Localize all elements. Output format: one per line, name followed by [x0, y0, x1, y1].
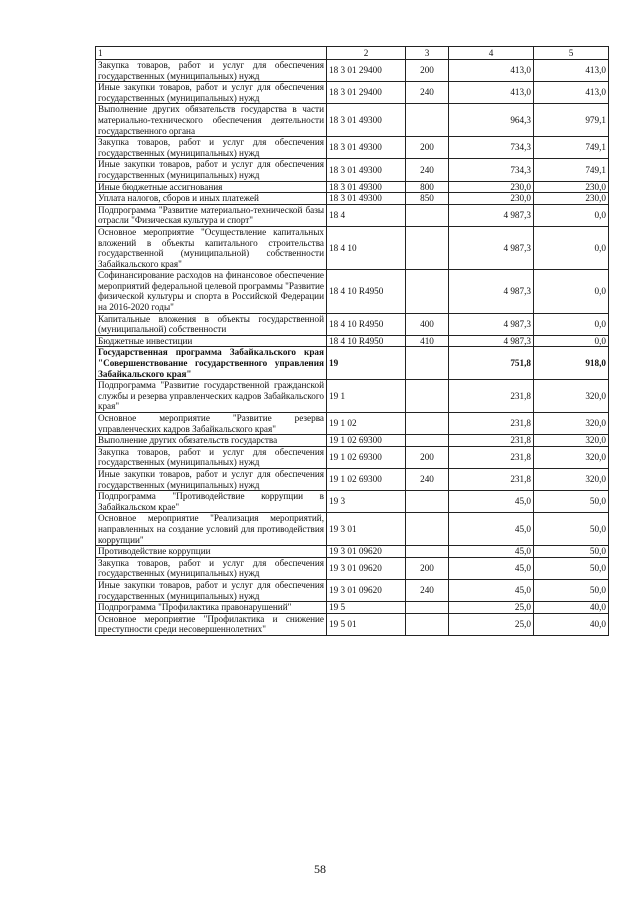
table-row: [96, 313, 609, 335]
row-name: Подпрограмма "Профилактика правонарушений": [96, 602, 327, 614]
row-name: Государственная программа Забайкальского края "Совершенствование государственного управления Забайкальского края": [96, 347, 327, 380]
table-row: [96, 613, 609, 635]
table-row: [96, 270, 609, 313]
row-name: Софинансирование расходов на финансовое обеспечение мероприятий федеральной целевой программы "Развитие физической культуры и спорта в Российской Федерации на 2016-2020 годы": [96, 270, 327, 313]
column-number-4: 4: [449, 47, 534, 60]
row-amount-col4: 751,8: [449, 347, 534, 380]
row-name: Основное мероприятие "Реализация мероприятий, направленных на создание условий для противодействия коррупции": [96, 513, 327, 546]
row-amount-col4: 4 987,3: [449, 335, 534, 347]
row-amount-col5: 320,0: [534, 380, 609, 413]
row-amount-col5: 50,0: [534, 546, 609, 558]
row-expense-type: [406, 413, 449, 435]
row-name: Закупка товаров, работ и услуг для обеспечения государственных (муниципальных) нужд: [96, 557, 327, 579]
row-amount-col4: 230,0: [449, 193, 534, 205]
row-amount-col5: 320,0: [534, 413, 609, 435]
row-expense-type: [406, 513, 449, 546]
row-name: Иные закупки товаров, работ и услуг для обеспечения государственных (муниципальных) нужд: [96, 82, 327, 104]
column-number-5: 5: [534, 47, 609, 60]
row-expense-type: 410: [406, 335, 449, 347]
table-row: [96, 137, 609, 159]
table-header-row: [96, 47, 609, 60]
row-code: 18 3 01 49300: [327, 193, 406, 205]
row-code: 19 3: [327, 491, 406, 513]
row-code: 19 3 01 09620: [327, 546, 406, 558]
row-expense-type: 240: [406, 468, 449, 490]
row-amount-col4: 45,0: [449, 579, 534, 601]
row-amount-col5: 413,0: [534, 82, 609, 104]
row-name: Выполнение других обязательств государства в части материально-технического обеспечения деятельности государственного органа: [96, 104, 327, 137]
row-amount-col5: 320,0: [534, 468, 609, 490]
table-row: [96, 380, 609, 413]
row-amount-col5: 40,0: [534, 613, 609, 635]
budget-table: [95, 46, 609, 636]
row-amount-col4: 231,8: [449, 435, 534, 447]
row-name: Подпрограмма "Противодействие коррупции в Забайкальском крае": [96, 491, 327, 513]
row-expense-type: [406, 602, 449, 614]
row-name: Уплата налогов, сборов и иных платежей: [96, 193, 327, 205]
row-amount-col4: 413,0: [449, 82, 534, 104]
row-name: Подпрограмма "Развитие государственной гражданской службы и резерва управленческих кадров Забайкальского края": [96, 380, 327, 413]
row-amount-col5: 0,0: [534, 313, 609, 335]
row-code: 19 1 02: [327, 413, 406, 435]
row-name: Закупка товаров, работ и услуг для обеспечения государственных (муниципальных) нужд: [96, 60, 327, 82]
row-name: Иные закупки товаров, работ и услуг для обеспечения государственных (муниципальных) нужд: [96, 159, 327, 181]
row-name: Основное мероприятие "Осуществление капитальных вложений в объекты капитального строительства государственной (муниципальной) собственности Забайкальского края": [96, 226, 327, 269]
table-row: [96, 491, 609, 513]
row-amount-col4: 4 987,3: [449, 226, 534, 269]
table-row: [96, 193, 609, 205]
row-code: 18 3 01 29400: [327, 60, 406, 82]
table-row: [96, 579, 609, 601]
row-amount-col4: 231,8: [449, 380, 534, 413]
row-amount-col4: 230,0: [449, 181, 534, 193]
row-amount-col5: 0,0: [534, 226, 609, 269]
row-amount-col4: 45,0: [449, 491, 534, 513]
row-expense-type: 200: [406, 446, 449, 468]
row-code: 19 1: [327, 380, 406, 413]
table-row: [96, 104, 609, 137]
row-amount-col5: 320,0: [534, 446, 609, 468]
row-expense-type: 400: [406, 313, 449, 335]
row-code: 19 3 01 09620: [327, 557, 406, 579]
row-amount-col5: 0,0: [534, 204, 609, 226]
table-row: [96, 557, 609, 579]
row-amount-col4: 964,3: [449, 104, 534, 137]
row-code: 18 4 10 R4950: [327, 270, 406, 313]
row-code: 19 1 02 69300: [327, 446, 406, 468]
row-amount-col4: 45,0: [449, 513, 534, 546]
row-code: 18 4 10: [327, 226, 406, 269]
row-amount-col5: 918,0: [534, 347, 609, 380]
row-code: 18 4 10 R4950: [327, 335, 406, 347]
row-name: Основное мероприятие "Развитие резерва управленческих кадров Забайкальского края": [96, 413, 327, 435]
table-row: [96, 347, 609, 380]
row-code: 19 3 01: [327, 513, 406, 546]
row-expense-type: [406, 546, 449, 558]
table-row: [96, 413, 609, 435]
row-name: Подпрограмма "Развитие материально-технической базы отрасли "Физическая культура и спорт": [96, 204, 327, 226]
row-code: 18 4 10 R4950: [327, 313, 406, 335]
row-amount-col5: 413,0: [534, 60, 609, 82]
row-code: 18 3 01 49300: [327, 159, 406, 181]
row-amount-col4: 734,3: [449, 137, 534, 159]
row-name: Закупка товаров, работ и услуг для обеспечения государственных (муниципальных) нужд: [96, 446, 327, 468]
row-expense-type: 240: [406, 579, 449, 601]
row-expense-type: [406, 270, 449, 313]
row-amount-col4: 25,0: [449, 613, 534, 635]
row-amount-col5: 40,0: [534, 602, 609, 614]
row-code: 18 3 01 49300: [327, 181, 406, 193]
table-row: [96, 468, 609, 490]
row-code: 19 5: [327, 602, 406, 614]
row-name: Капитальные вложения в объекты государственной (муниципальной) собственности: [96, 313, 327, 335]
row-expense-type: [406, 226, 449, 269]
row-code: 18 4: [327, 204, 406, 226]
row-amount-col4: 25,0: [449, 602, 534, 614]
row-code: 19: [327, 347, 406, 380]
row-expense-type: 240: [406, 82, 449, 104]
row-code: 18 3 01 49300: [327, 137, 406, 159]
row-amount-col5: 50,0: [534, 491, 609, 513]
row-code: 19 5 01: [327, 613, 406, 635]
budget-table-body: [96, 47, 609, 636]
column-number-2: 2: [327, 47, 406, 60]
row-amount-col5: 320,0: [534, 435, 609, 447]
row-expense-type: 800: [406, 181, 449, 193]
table-row: [96, 181, 609, 193]
row-amount-col4: 4 987,3: [449, 204, 534, 226]
row-name: Противодействие коррупции: [96, 546, 327, 558]
row-code: 18 3 01 29400: [327, 82, 406, 104]
table-row: [96, 513, 609, 546]
table-row: [96, 60, 609, 82]
row-amount-col4: 45,0: [449, 546, 534, 558]
page-number: 58: [314, 862, 326, 876]
row-expense-type: 240: [406, 159, 449, 181]
row-amount-col4: 231,8: [449, 446, 534, 468]
row-expense-type: 200: [406, 137, 449, 159]
row-amount-col5: 230,0: [534, 181, 609, 193]
row-name: Выполнение других обязательств государства: [96, 435, 327, 447]
row-amount-col5: 979,1: [534, 104, 609, 137]
table-row: [96, 602, 609, 614]
row-amount-col4: 4 987,3: [449, 270, 534, 313]
table-row: [96, 82, 609, 104]
row-code: 19 1 02 69300: [327, 468, 406, 490]
table-row: [96, 446, 609, 468]
row-code: 19 3 01 09620: [327, 579, 406, 601]
row-expense-type: 200: [406, 60, 449, 82]
row-expense-type: 200: [406, 557, 449, 579]
row-expense-type: [406, 104, 449, 137]
row-code: 19 1 02 69300: [327, 435, 406, 447]
row-expense-type: [406, 347, 449, 380]
row-code: 18 3 01 49300: [327, 104, 406, 137]
row-amount-col4: 734,3: [449, 159, 534, 181]
row-name: Бюджетные инвестиции: [96, 335, 327, 347]
table-row: [96, 546, 609, 558]
row-name: Иные закупки товаров, работ и услуг для обеспечения государственных (муниципальных) нужд: [96, 579, 327, 601]
row-amount-col5: 50,0: [534, 513, 609, 546]
table-row: [96, 159, 609, 181]
row-amount-col5: 50,0: [534, 557, 609, 579]
row-amount-col5: 749,1: [534, 137, 609, 159]
row-amount-col4: 4 987,3: [449, 313, 534, 335]
row-amount-col5: 0,0: [534, 335, 609, 347]
row-amount-col5: 230,0: [534, 193, 609, 205]
row-name: Иные бюджетные ассигнования: [96, 181, 327, 193]
row-expense-type: [406, 435, 449, 447]
row-expense-type: [406, 380, 449, 413]
row-expense-type: [406, 491, 449, 513]
row-name: Иные закупки товаров, работ и услуг для обеспечения государственных (муниципальных) нужд: [96, 468, 327, 490]
column-number-1: 1: [96, 47, 327, 60]
row-amount-col5: 50,0: [534, 579, 609, 601]
row-amount-col5: 0,0: [534, 270, 609, 313]
table-row: [96, 335, 609, 347]
column-number-3: 3: [406, 47, 449, 60]
table-row: [96, 435, 609, 447]
row-name: Закупка товаров, работ и услуг для обеспечения государственных (муниципальных) нужд: [96, 137, 327, 159]
row-amount-col4: 231,8: [449, 468, 534, 490]
row-amount-col5: 749,1: [534, 159, 609, 181]
row-amount-col4: 413,0: [449, 60, 534, 82]
table-row: [96, 226, 609, 269]
row-expense-type: [406, 204, 449, 226]
table-row: [96, 204, 609, 226]
row-name: Основное мероприятие "Профилактика и снижение преступности среди несовершеннолетних": [96, 613, 327, 635]
row-amount-col4: 231,8: [449, 413, 534, 435]
row-amount-col4: 45,0: [449, 557, 534, 579]
row-expense-type: 850: [406, 193, 449, 205]
row-expense-type: [406, 613, 449, 635]
